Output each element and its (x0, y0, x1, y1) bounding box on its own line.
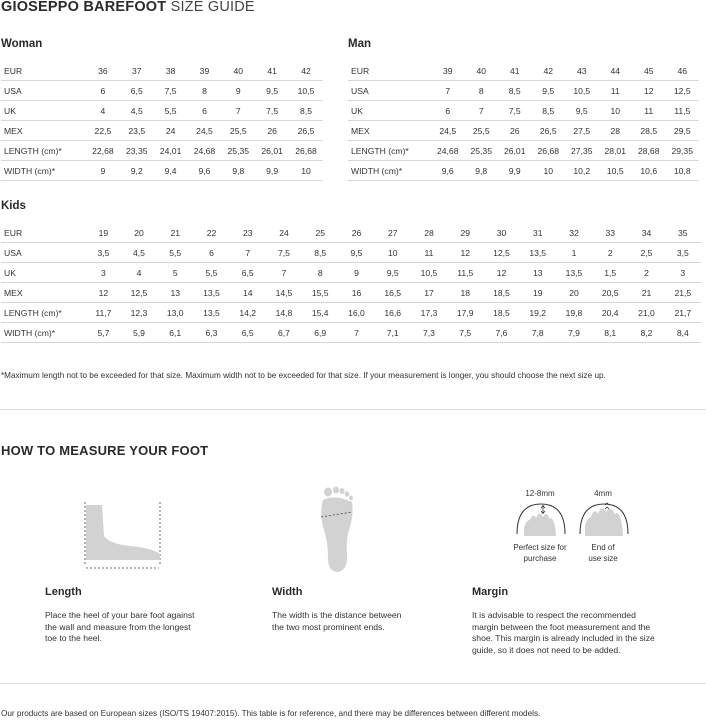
size-cell: 10,5 (411, 263, 447, 283)
size-cell: 45 (632, 61, 666, 81)
size-cell: 5,9 (121, 323, 157, 343)
size-cell: 8 (465, 81, 499, 101)
size-cell: 16,0 (338, 303, 374, 323)
size-cell: 3 (665, 263, 701, 283)
size-cell: 7,6 (483, 323, 519, 343)
size-cell: 27,5 (565, 121, 599, 141)
size-cell: 5,5 (193, 263, 229, 283)
size-cell: 12,3 (121, 303, 157, 323)
size-cell: 42 (289, 61, 323, 81)
size-cell: 24,68 (431, 141, 465, 161)
size-cell: 23,35 (120, 141, 154, 161)
page-title (1, 0, 255, 15)
size-cell: 12 (483, 263, 519, 283)
size-cell: 22,68 (86, 141, 120, 161)
size-cell: 5,5 (154, 101, 188, 121)
size-cell: 9,4 (154, 161, 188, 181)
size-cell: 7,8 (520, 323, 556, 343)
size-cell: 24,5 (188, 121, 222, 141)
size-row (1, 161, 323, 181)
size-cell: 8,5 (302, 243, 338, 263)
margin-perfect-illustration (515, 500, 567, 538)
size-cell: 19,8 (556, 303, 592, 323)
size-cell: 4 (121, 263, 157, 283)
size-cell: 32 (556, 223, 592, 243)
row-label: MEX (1, 121, 86, 141)
size-cell: 16,5 (375, 283, 411, 303)
size-cell: 28 (599, 121, 633, 141)
size-cell: 9 (338, 263, 374, 283)
margin-text: It is advisable to respect the recommended margin between the foot measurement and the shoe. This margin is already included in the size guide, so it does not need to be added. (472, 610, 655, 655)
man-size-table (348, 61, 699, 181)
size-cell: 9,2 (120, 161, 154, 181)
size-cell: 26 (498, 121, 532, 141)
row-label: LENGTH (cm)* (1, 141, 86, 161)
size-row (348, 61, 699, 81)
size-cell: 13,5 (193, 303, 229, 323)
size-cell: 9 (221, 81, 255, 101)
size-cell: 8,2 (628, 323, 664, 343)
size-cell: 29,35 (666, 141, 700, 161)
size-cell: 12 (447, 243, 483, 263)
size-cell: 46 (666, 61, 700, 81)
size-cell: 12,5 (666, 81, 700, 101)
size-cell: 21,5 (665, 283, 701, 303)
row-label: MEX (1, 283, 86, 303)
size-cell: 23,5 (120, 121, 154, 141)
size-note: *Maximum length not to be exceeded for that size. Maximum width not to be exceeded for that size. If your measurement is longer, you should choose the next size up. (1, 371, 606, 380)
size-cell: 2 (592, 243, 628, 263)
size-cell: 26,01 (255, 141, 289, 161)
size-cell: 20,5 (592, 283, 628, 303)
foot-side-illustration (82, 500, 164, 574)
row-label: USA (1, 81, 86, 101)
row-label: WIDTH (cm)* (1, 323, 86, 343)
size-cell: 33 (592, 223, 628, 243)
size-cell: 11,5 (447, 263, 483, 283)
size-row (1, 243, 701, 263)
size-cell: 10 (532, 161, 566, 181)
size-cell: 7,5 (447, 323, 483, 343)
width-heading: Width (272, 586, 303, 598)
size-row (1, 303, 701, 323)
size-cell: 28,68 (632, 141, 666, 161)
woman-size-table (1, 61, 323, 181)
size-cell: 29 (447, 223, 483, 243)
size-cell: 12,5 (121, 283, 157, 303)
row-label: EUR (1, 223, 86, 243)
size-cell: 25,35 (465, 141, 499, 161)
size-cell: 18,5 (483, 283, 519, 303)
howto-heading: HOW TO MEASURE YOUR FOOT (1, 443, 209, 458)
size-cell: 34 (628, 223, 664, 243)
size-cell: 10,2 (565, 161, 599, 181)
title-suffix: SIZE GUIDE (170, 0, 255, 15)
size-cell: 7,5 (154, 81, 188, 101)
size-cell: 25 (302, 223, 338, 243)
size-cell: 28,01 (599, 141, 633, 161)
row-label: MEX (348, 121, 431, 141)
size-cell: 36 (86, 61, 120, 81)
size-cell: 13,0 (157, 303, 193, 323)
size-cell: 6,5 (120, 81, 154, 101)
size-cell: 20 (121, 223, 157, 243)
size-cell: 10,8 (666, 161, 700, 181)
size-cell: 11,7 (86, 303, 121, 323)
size-cell: 7 (230, 243, 266, 263)
size-cell: 44 (599, 61, 633, 81)
size-cell: 8,5 (289, 101, 323, 121)
foot-top-illustration (316, 486, 356, 574)
size-cell: 20,4 (592, 303, 628, 323)
size-cell: 21,0 (628, 303, 664, 323)
size-cell: 39 (431, 61, 465, 81)
size-cell: 2,5 (628, 243, 664, 263)
size-cell: 14 (230, 283, 266, 303)
size-cell: 26,01 (498, 141, 532, 161)
size-cell: 6,7 (266, 323, 302, 343)
size-cell: 11,5 (666, 101, 700, 121)
brand-name: GIOSEPPO BAREFOOT (1, 0, 167, 15)
size-cell: 17,3 (411, 303, 447, 323)
size-cell: 38 (154, 61, 188, 81)
size-row (1, 81, 323, 101)
size-cell: 7 (221, 101, 255, 121)
size-cell: 41 (255, 61, 289, 81)
size-cell: 24,01 (154, 141, 188, 161)
size-cell: 13 (157, 283, 193, 303)
size-cell: 7,5 (255, 101, 289, 121)
size-cell: 21 (157, 223, 193, 243)
kids-size-table (1, 223, 701, 343)
size-cell: 9,6 (188, 161, 222, 181)
size-cell: 8,5 (532, 101, 566, 121)
size-cell: 28,5 (632, 121, 666, 141)
size-cell: 20 (556, 283, 592, 303)
size-cell: 17,9 (447, 303, 483, 323)
size-cell: 16 (338, 283, 374, 303)
size-cell: 9,5 (338, 243, 374, 263)
size-cell: 3,5 (665, 243, 701, 263)
size-cell: 6 (431, 101, 465, 121)
size-cell: 13,5 (520, 243, 556, 263)
size-row (1, 223, 701, 243)
size-cell: 17 (411, 283, 447, 303)
size-cell: 4,5 (121, 243, 157, 263)
footer-note: Our products are based on European sizes (ISO/TS 19407:2015). This table is for reference, and there may be differences between different models. (1, 709, 541, 718)
size-cell: 7 (465, 101, 499, 121)
man-heading: Man (348, 38, 371, 50)
size-cell: 14,5 (266, 283, 302, 303)
width-text: The width is the distance between the two most prominent ends. (272, 610, 402, 632)
size-cell: 3,5 (86, 243, 121, 263)
divider (0, 409, 706, 410)
size-cell: 41 (498, 61, 532, 81)
kids-heading: Kids (1, 200, 26, 212)
size-cell: 12 (86, 283, 121, 303)
size-cell: 10 (289, 161, 323, 181)
size-cell: 8 (188, 81, 222, 101)
size-cell: 27 (375, 223, 411, 243)
size-cell: 37 (120, 61, 154, 81)
size-cell: 7,3 (411, 323, 447, 343)
size-cell: 9,9 (255, 161, 289, 181)
margin-heading: Margin (472, 586, 509, 598)
row-label: EUR (1, 61, 86, 81)
size-cell: 2 (628, 263, 664, 283)
size-cell: 22,5 (86, 121, 120, 141)
size-cell: 5,7 (86, 323, 121, 343)
size-cell: 19 (520, 283, 556, 303)
size-cell: 21,7 (665, 303, 701, 323)
size-cell: 27,35 (565, 141, 599, 161)
size-cell: 18 (447, 283, 483, 303)
margin-end-illustration (578, 500, 630, 538)
size-cell: 19,2 (520, 303, 556, 323)
size-cell: 9,9 (498, 161, 532, 181)
size-cell: 9,8 (221, 161, 255, 181)
divider (0, 683, 706, 684)
size-cell: 25,35 (221, 141, 255, 161)
row-label: UK (1, 263, 86, 283)
size-cell: 10,5 (289, 81, 323, 101)
size-cell: 24,68 (188, 141, 222, 161)
size-cell: 7,1 (375, 323, 411, 343)
size-cell: 40 (465, 61, 499, 81)
size-cell: 39 (188, 61, 222, 81)
size-row (348, 121, 699, 141)
size-row (348, 141, 699, 161)
size-cell: 16,6 (375, 303, 411, 323)
size-cell: 5 (157, 263, 193, 283)
size-cell: 12,5 (483, 243, 519, 263)
row-label: USA (1, 243, 86, 263)
size-cell: 14,2 (230, 303, 266, 323)
size-cell: 11 (411, 243, 447, 263)
size-row (1, 323, 701, 343)
size-cell: 6,1 (157, 323, 193, 343)
size-cell: 9,5 (255, 81, 289, 101)
size-cell: 26 (338, 223, 374, 243)
size-cell: 12 (632, 81, 666, 101)
length-text: Place the heel of your bare foot against the wall and measure from the longest toe to the heel. (45, 610, 195, 643)
size-cell: 14,8 (266, 303, 302, 323)
size-cell: 31 (520, 223, 556, 243)
size-cell: 6,3 (193, 323, 229, 343)
size-row (1, 61, 323, 81)
size-cell: 9,8 (465, 161, 499, 181)
size-cell: 25,5 (221, 121, 255, 141)
size-row (348, 101, 699, 121)
size-cell: 9,5 (375, 263, 411, 283)
size-cell: 7 (431, 81, 465, 101)
size-cell: 7 (266, 263, 302, 283)
size-row (1, 141, 323, 161)
size-cell: 40 (221, 61, 255, 81)
row-label: USA (348, 81, 431, 101)
size-cell: 10,5 (599, 161, 633, 181)
size-cell: 8,5 (498, 81, 532, 101)
size-cell: 26,5 (532, 121, 566, 141)
size-cell: 1,5 (592, 263, 628, 283)
size-row (1, 121, 323, 141)
size-cell: 3 (86, 263, 121, 283)
size-cell: 26,68 (289, 141, 323, 161)
size-row (1, 283, 701, 303)
size-cell: 7,5 (498, 101, 532, 121)
row-label: EUR (348, 61, 431, 81)
size-cell: 18,5 (483, 303, 519, 323)
size-cell: 11 (599, 81, 633, 101)
size-cell: 28 (411, 223, 447, 243)
size-cell: 26,5 (289, 121, 323, 141)
end-caption: End of use size (588, 543, 618, 563)
size-cell: 9 (86, 161, 120, 181)
perfect-dim-label: 12-8mm (525, 489, 555, 498)
size-cell: 6 (193, 243, 229, 263)
size-cell: 9,6 (431, 161, 465, 181)
size-cell: 15,5 (302, 283, 338, 303)
perfect-caption: Perfect size for purchase (513, 543, 567, 563)
row-label: WIDTH (cm)* (1, 161, 86, 181)
length-heading: Length (45, 586, 82, 598)
size-cell: 22 (193, 223, 229, 243)
size-cell: 24 (154, 121, 188, 141)
size-cell: 13 (520, 263, 556, 283)
size-cell: 42 (532, 61, 566, 81)
size-cell: 21 (628, 283, 664, 303)
size-cell: 10,6 (632, 161, 666, 181)
size-cell: 1 (556, 243, 592, 263)
row-label: LENGTH (cm)* (348, 141, 431, 161)
size-cell: 7,9 (556, 323, 592, 343)
size-cell: 25,5 (465, 121, 499, 141)
row-label: LENGTH (cm)* (1, 303, 86, 323)
size-cell: 9,5 (565, 101, 599, 121)
size-cell: 23 (230, 223, 266, 243)
size-cell: 5,5 (157, 243, 193, 263)
size-cell: 10 (599, 101, 633, 121)
size-row (348, 161, 699, 181)
size-cell: 6,9 (302, 323, 338, 343)
size-cell: 35 (665, 223, 701, 243)
size-cell: 10,5 (565, 81, 599, 101)
size-cell: 7,5 (266, 243, 302, 263)
size-cell: 9,5 (532, 81, 566, 101)
size-cell: 11 (632, 101, 666, 121)
size-cell: 4,5 (120, 101, 154, 121)
size-cell: 7 (338, 323, 374, 343)
size-cell: 4 (86, 101, 120, 121)
size-cell: 29,5 (666, 121, 700, 141)
size-cell: 6 (188, 101, 222, 121)
size-cell: 26 (255, 121, 289, 141)
size-cell: 6,5 (230, 263, 266, 283)
size-cell: 30 (483, 223, 519, 243)
size-cell: 10 (375, 243, 411, 263)
row-label: WIDTH (cm)* (348, 161, 431, 181)
size-cell: 19 (86, 223, 121, 243)
size-cell: 13,5 (556, 263, 592, 283)
size-cell: 6,5 (230, 323, 266, 343)
row-label: UK (1, 101, 86, 121)
row-label: UK (348, 101, 431, 121)
size-cell: 6 (86, 81, 120, 101)
size-row (1, 101, 323, 121)
size-cell: 15,4 (302, 303, 338, 323)
size-row (348, 81, 699, 101)
size-cell: 8,1 (592, 323, 628, 343)
size-cell: 26,68 (532, 141, 566, 161)
woman-heading: Woman (1, 38, 43, 50)
end-dim-label: 4mm (594, 489, 612, 498)
size-cell: 13,5 (193, 283, 229, 303)
size-cell: 8,4 (665, 323, 701, 343)
size-cell: 24 (266, 223, 302, 243)
size-cell: 43 (565, 61, 599, 81)
size-cell: 24,5 (431, 121, 465, 141)
size-cell: 8 (302, 263, 338, 283)
size-row (1, 263, 701, 283)
